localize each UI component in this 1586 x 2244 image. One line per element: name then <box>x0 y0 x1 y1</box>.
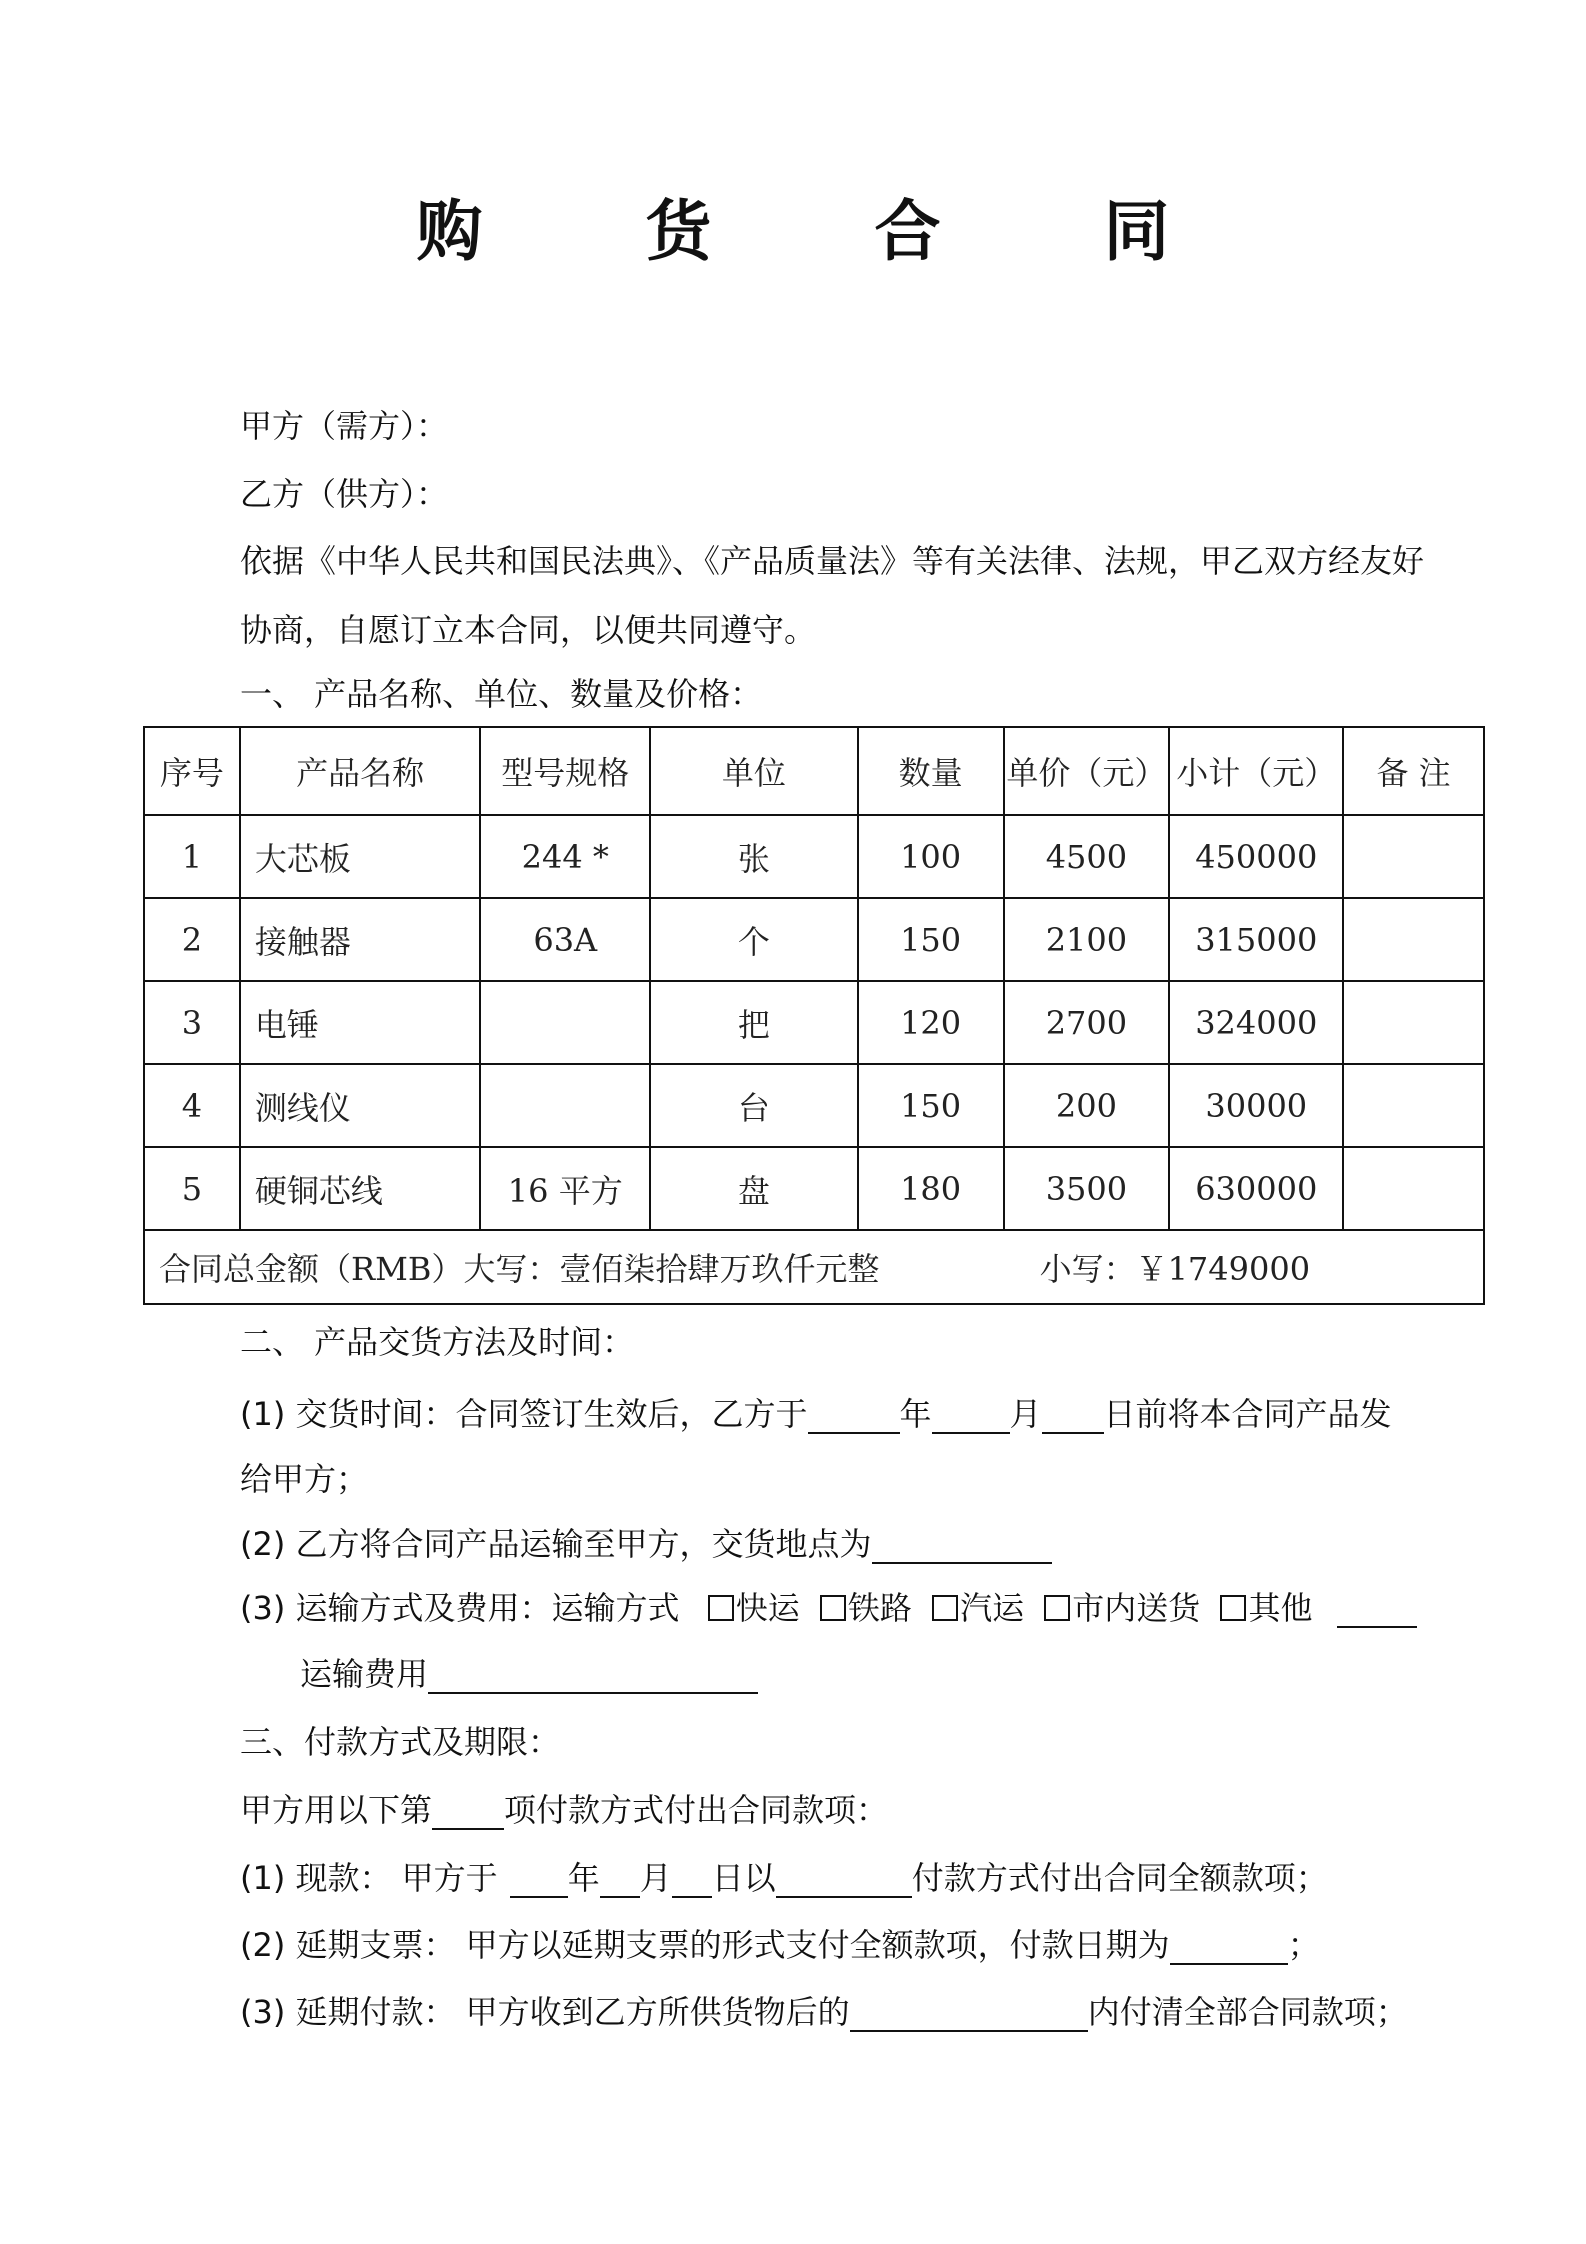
product-unit: 张 <box>650 815 858 898</box>
row-number: 3 <box>144 981 240 1064</box>
header-cell: 型号规格 <box>480 727 650 815</box>
preamble-line-1: 依据《中华人民共和国民法典》、《产品质量法》等有关法律、法规，甲乙双方经友好 <box>240 542 1425 580</box>
product-name: 大芯板 <box>240 815 481 898</box>
section-1-heading: 一、 产品名称、单位、数量及价格： <box>240 675 763 713</box>
option-label: 铁路 <box>847 1589 912 1627</box>
payment-intro-line <box>240 1790 888 1830</box>
option-other[interactable] <box>1220 1589 1312 1627</box>
product-note <box>1343 981 1484 1064</box>
row-number: 5 <box>144 1147 240 1230</box>
checkbox-icon[interactable] <box>708 1595 734 1621</box>
payment-cash-text-end: 付款方式付出合同全额款项； <box>911 1859 1328 1897</box>
transport-line <box>240 1588 1417 1628</box>
product-subtotal: 30000 <box>1169 1064 1343 1147</box>
row-number: 4 <box>144 1064 240 1147</box>
total-row <box>144 1230 1484 1304</box>
option-label: 其他 <box>1248 1589 1313 1627</box>
product-quantity: 120 <box>858 981 1004 1064</box>
payment-intro-text-end: 项付款方式付出合同款项： <box>504 1791 889 1829</box>
product-note <box>1343 1147 1484 1230</box>
transport-fee-text: 运输费用 <box>300 1655 429 1693</box>
cash-year-blank[interactable] <box>510 1862 568 1898</box>
product-price: 3500 <box>1004 1147 1170 1230</box>
transport-text: (3) 运输方式及费用：运输方式 <box>240 1589 680 1627</box>
row-number: 1 <box>144 815 240 898</box>
checkbox-icon[interactable] <box>932 1595 958 1621</box>
product-subtotal: 324000 <box>1169 981 1343 1064</box>
delivery-time-text-end: 日前将本合同产品发 <box>1103 1395 1392 1433</box>
product-quantity: 180 <box>858 1147 1004 1230</box>
delivery-time-line <box>240 1394 1392 1434</box>
checkbox-icon[interactable] <box>820 1595 846 1621</box>
month-label: 月 <box>639 1859 672 1897</box>
option-railway[interactable] <box>820 1589 912 1627</box>
total-cell <box>144 1230 1484 1304</box>
cheque-date-blank[interactable] <box>1170 1929 1288 1965</box>
payment-deferred-text-end: 内付清全部合同款项； <box>1087 1993 1408 2031</box>
transport-fee-line <box>300 1654 758 1694</box>
product-price: 2700 <box>1004 981 1170 1064</box>
product-subtotal: 315000 <box>1169 898 1343 981</box>
payment-deferred-line <box>240 1992 1408 2032</box>
product-note <box>1343 1064 1484 1147</box>
header-cell: 产品名称 <box>240 727 481 815</box>
other-method-blank[interactable] <box>1337 1592 1417 1628</box>
product-unit: 台 <box>650 1064 858 1147</box>
payment-option-blank[interactable] <box>432 1794 504 1830</box>
header-cell: 单价（元） <box>1004 727 1170 815</box>
header-cell: 单位 <box>650 727 858 815</box>
payment-cheque-line <box>240 1925 1320 1965</box>
product-table <box>143 726 1485 1305</box>
page-title: 购 货 合 同 <box>416 193 1240 270</box>
product-unit: 把 <box>650 981 858 1064</box>
product-unit: 个 <box>650 898 858 981</box>
delivery-location-blank[interactable] <box>872 1528 1052 1564</box>
product-name: 硬铜芯线 <box>240 1147 481 1230</box>
product-quantity: 150 <box>858 1064 1004 1147</box>
section-2-heading: 二、 产品交货方法及时间： <box>240 1323 635 1361</box>
product-spec: 63A <box>480 898 650 981</box>
table-row <box>144 981 1484 1064</box>
section-3-heading: 三、付款方式及期限： <box>240 1723 561 1761</box>
header-cell: 数量 <box>858 727 1004 815</box>
table-row <box>144 815 1484 898</box>
total-amount-words: 合同总金额（RMB）大写：壹佰柒拾肆万玖仟元整 <box>159 1250 880 1288</box>
cash-method-blank[interactable] <box>776 1862 912 1898</box>
option-express[interactable] <box>708 1589 800 1627</box>
checkbox-icon[interactable] <box>1220 1595 1246 1621</box>
delivery-time-line-2: 给甲方； <box>240 1460 369 1498</box>
product-quantity: 100 <box>858 815 1004 898</box>
product-spec: 16 平方 <box>480 1147 650 1230</box>
product-price: 4500 <box>1004 815 1170 898</box>
product-subtotal: 630000 <box>1169 1147 1343 1230</box>
year-label: 年 <box>567 1859 600 1897</box>
delivery-location-text: (2) 乙方将合同产品运输至甲方，交货地点为 <box>240 1525 872 1563</box>
transport-fee-blank[interactable] <box>428 1658 758 1694</box>
product-note <box>1343 815 1484 898</box>
month-label: 月 <box>1009 1395 1042 1433</box>
product-spec <box>480 981 650 1064</box>
deferred-period-blank[interactable] <box>850 1996 1088 2032</box>
header-cell: 序号 <box>144 727 240 815</box>
payment-intro-text: 甲方用以下第 <box>240 1791 433 1829</box>
cash-month-blank[interactable] <box>600 1862 640 1898</box>
product-spec: 244 * <box>480 815 650 898</box>
product-subtotal: 450000 <box>1169 815 1343 898</box>
product-unit: 盘 <box>650 1147 858 1230</box>
cash-day-blank[interactable] <box>672 1862 712 1898</box>
payment-cheque-text-end: ； <box>1287 1926 1320 1964</box>
option-label: 市内送货 <box>1072 1589 1201 1627</box>
product-quantity: 150 <box>858 898 1004 981</box>
table-row <box>144 898 1484 981</box>
delivery-month-blank[interactable] <box>932 1398 1010 1434</box>
delivery-time-text: (1) 交货时间：合同签订生效后，乙方于 <box>240 1395 808 1433</box>
party-b-label: 乙方（供方）： <box>240 475 449 513</box>
delivery-year-blank[interactable] <box>808 1398 900 1434</box>
payment-cheque-text: (2) 延期支票： 甲方以延期支票的形式支付全额款项，付款日期为 <box>240 1926 1170 1964</box>
product-name: 电锤 <box>240 981 481 1064</box>
option-label: 汽运 <box>960 1589 1025 1627</box>
header-cell: 小计（元） <box>1169 727 1343 815</box>
table-header-row <box>144 727 1484 815</box>
option-local-delivery[interactable] <box>1044 1589 1200 1627</box>
row-number: 2 <box>144 898 240 981</box>
party-a-label: 甲方（需方）： <box>240 407 449 445</box>
table-row <box>144 1064 1484 1147</box>
product-note <box>1343 898 1484 981</box>
preamble-line-2: 协商，自愿订立本合同，以便共同遵守。 <box>240 611 817 649</box>
delivery-day-blank[interactable] <box>1042 1398 1104 1434</box>
payment-deferred-text: (3) 延期付款： 甲方收到乙方所供货物后的 <box>240 1993 850 2031</box>
product-spec <box>480 1064 650 1147</box>
table-row <box>144 1147 1484 1230</box>
header-cell: 备 注 <box>1343 727 1484 815</box>
total-amount-figures: 小写：￥1749000 <box>1039 1250 1311 1288</box>
product-price: 200 <box>1004 1064 1170 1147</box>
product-name: 接触器 <box>240 898 481 981</box>
payment-cash-line <box>240 1858 1328 1898</box>
checkbox-icon[interactable] <box>1044 1595 1070 1621</box>
delivery-location-line <box>240 1524 1052 1564</box>
day-label: 日以 <box>711 1859 776 1897</box>
payment-cash-text: (1) 现款： 甲方于 <box>240 1859 498 1897</box>
option-label: 快运 <box>735 1589 800 1627</box>
option-road[interactable] <box>932 1589 1024 1627</box>
year-label: 年 <box>899 1395 932 1433</box>
product-name: 测线仪 <box>240 1064 481 1147</box>
product-price: 2100 <box>1004 898 1170 981</box>
